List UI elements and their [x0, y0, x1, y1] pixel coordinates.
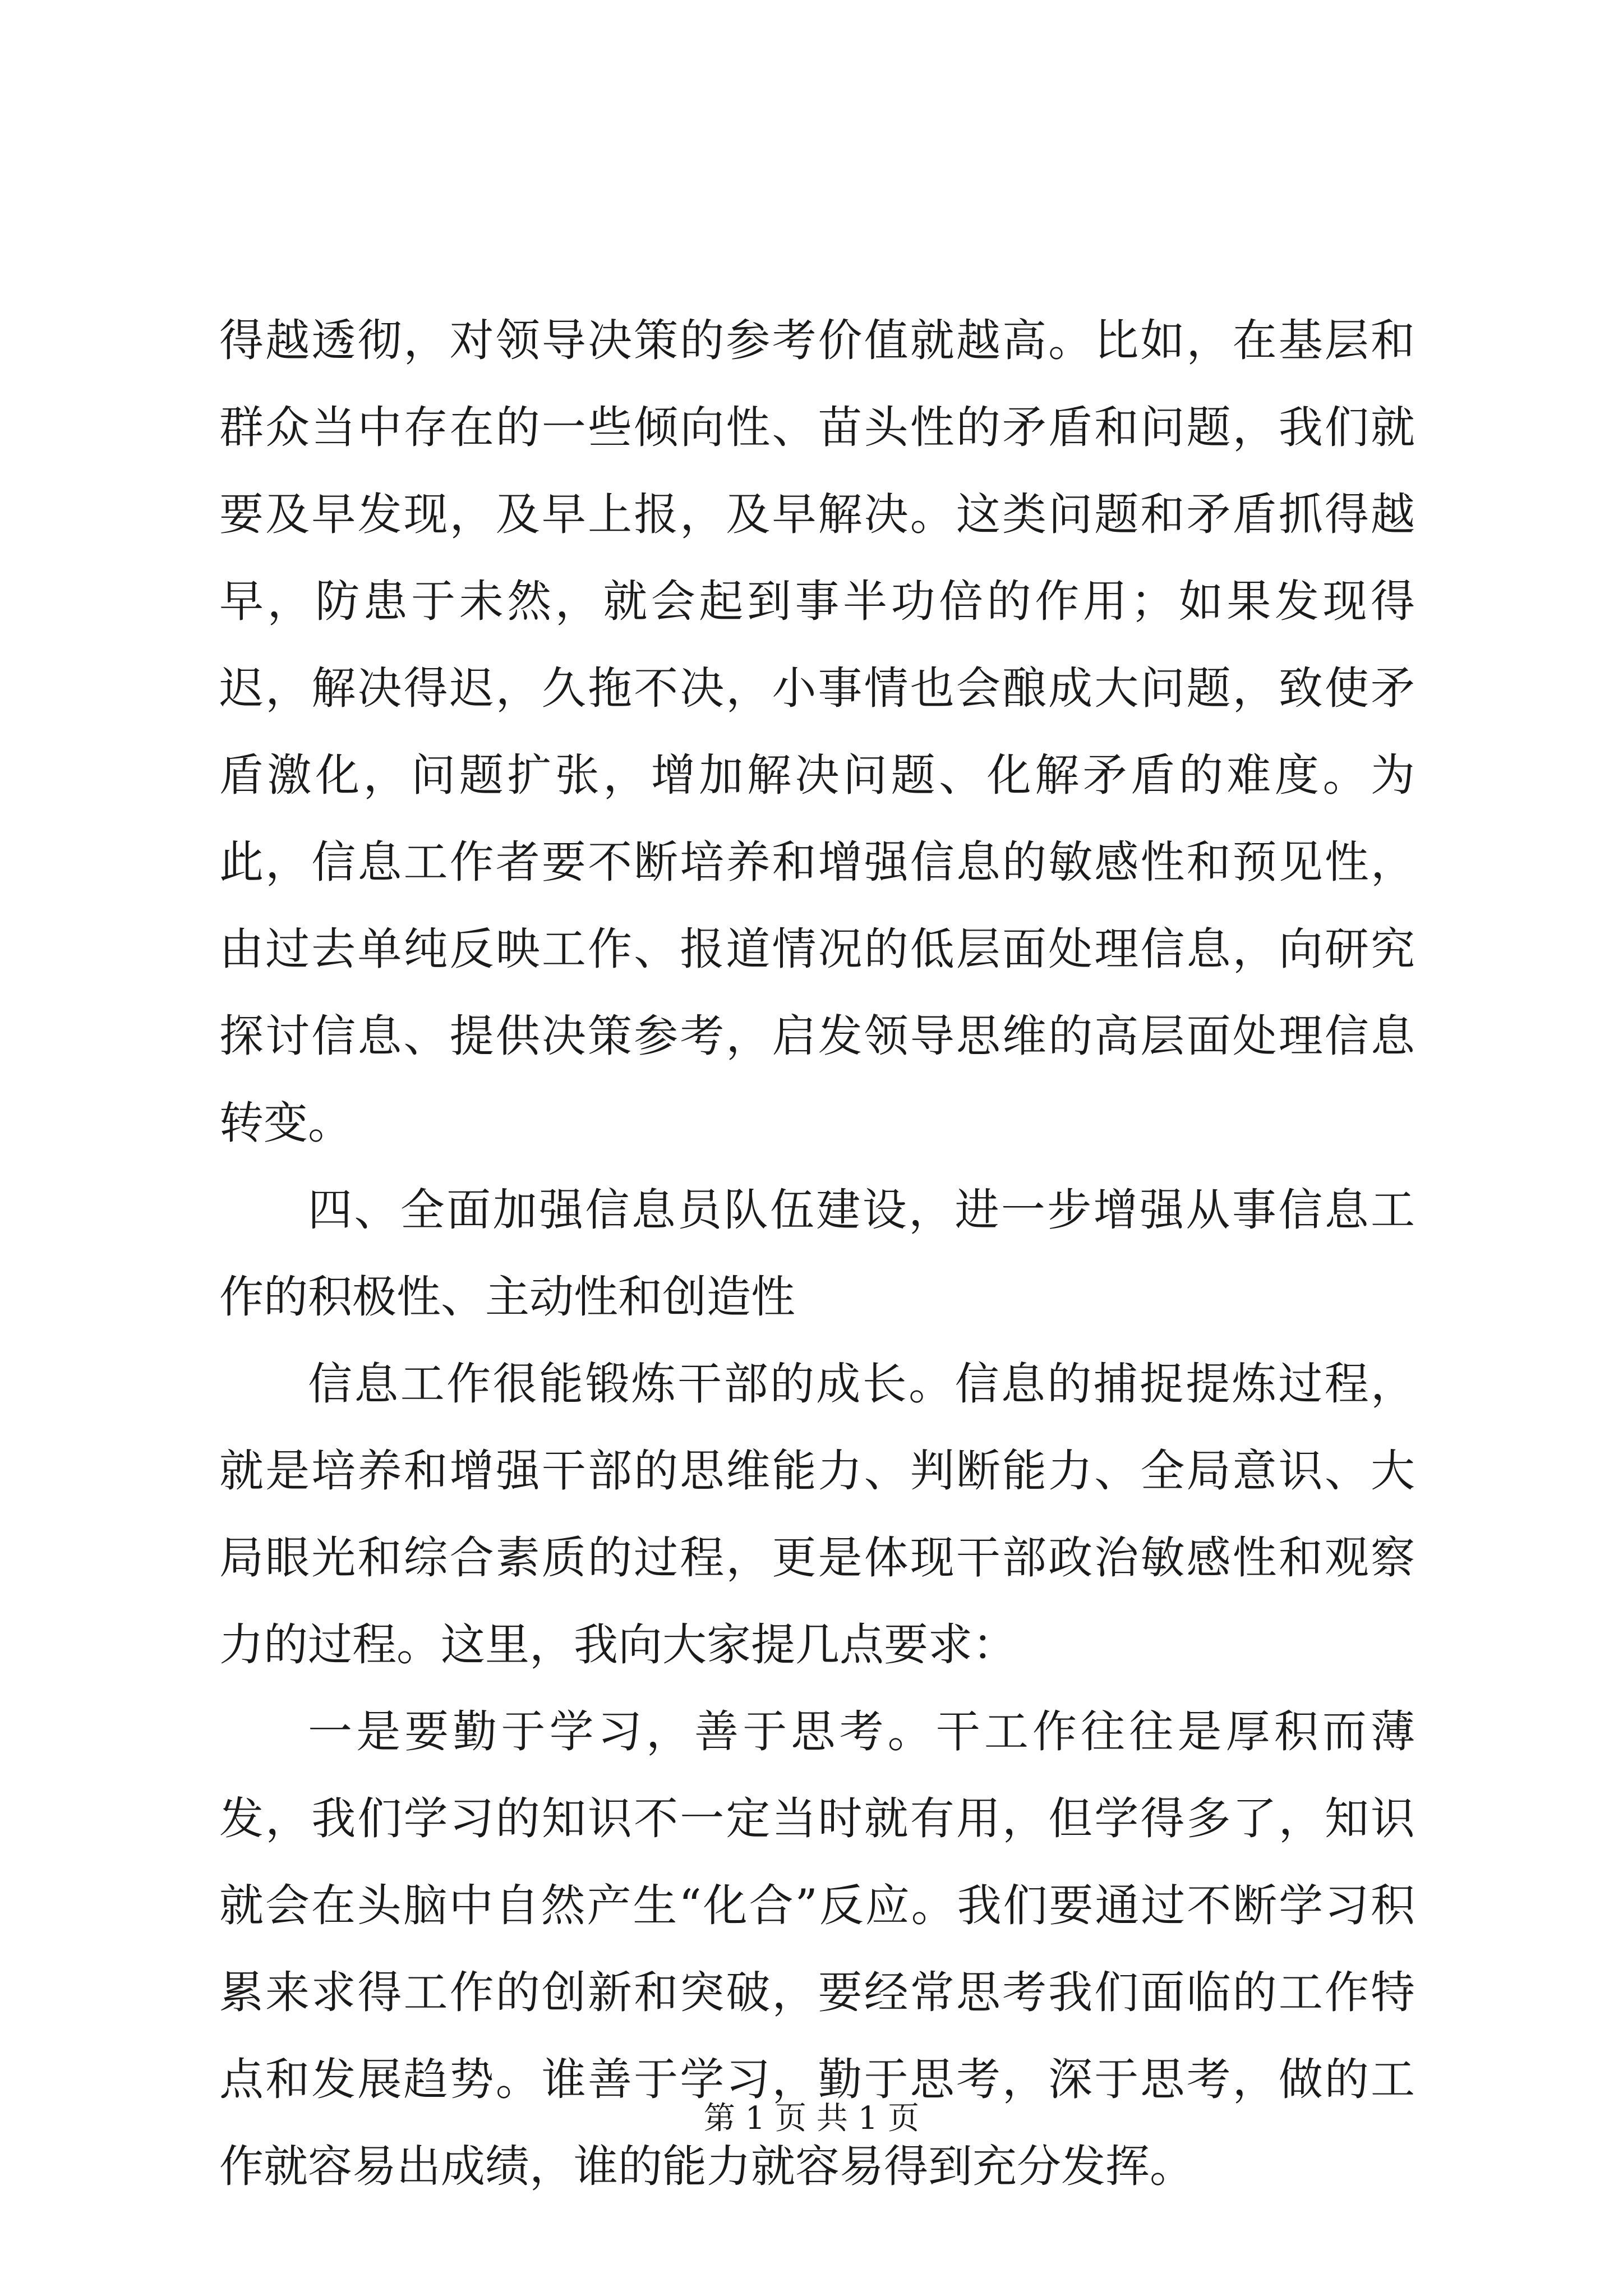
paragraph-requirement-one: 一是要勤于学习，善于思考。干工作往往是厚积而薄发，我们学习的知识不一定当时就有用，但学得多了，知识就会在头脑中自然产生“化合”反应。我们要通过不断学习积累来求得工作的创新和突破，要经常思考我们面临的工作特点和发展趋势。谁善于学习，勤于思考，深于思考，做的工作就容易出成绩，谁的能力就容易得到充分发挥。 [219, 1706, 1415, 2192]
paragraph-info-work: 信息工作很能锻炼干部的成长。信息的捕捉提炼过程，就是培养和增强干部的思维能力、判断能力、全局意识、大局眼光和综合素质的过程，更是体现干部政治敏感性和观察力的过程。这里，我向大家提几点要求： [219, 1358, 1415, 1671]
section-heading-four: 四、全面加强信息员队伍建设，进一步增强从事信息工作的积极性、主动性和创造性 [219, 1184, 1415, 1323]
paragraph-continuation: 得越透彻，对领导决策的参考价值就越高。比如，在基层和群众当中存在的一些倾向性、苗头性的矛盾和问题，我们就要及早发现，及早上报，及早解决。这类问题和矛盾抓得越早，防患于未然，就会起到事半功倍的作用；如果发现得迟，解决得迟，久拖不决，小事情也会酿成大问题，致使矛盾激化，问题扩张，增加解决问题、化解矛盾的难度。为此，信息工作者要不断培养和增强信息的敏感性和预见性，由过去单纯反映工作、报道情况的低层面处理信息，向研究探讨信息、提供决策参考，启发领导思维的高层面处理信息转变。 [219, 315, 1415, 1149]
document-body [219, 297, 1415, 2210]
page-footer: 第 1 页 共 1 页 [703, 2100, 920, 2137]
